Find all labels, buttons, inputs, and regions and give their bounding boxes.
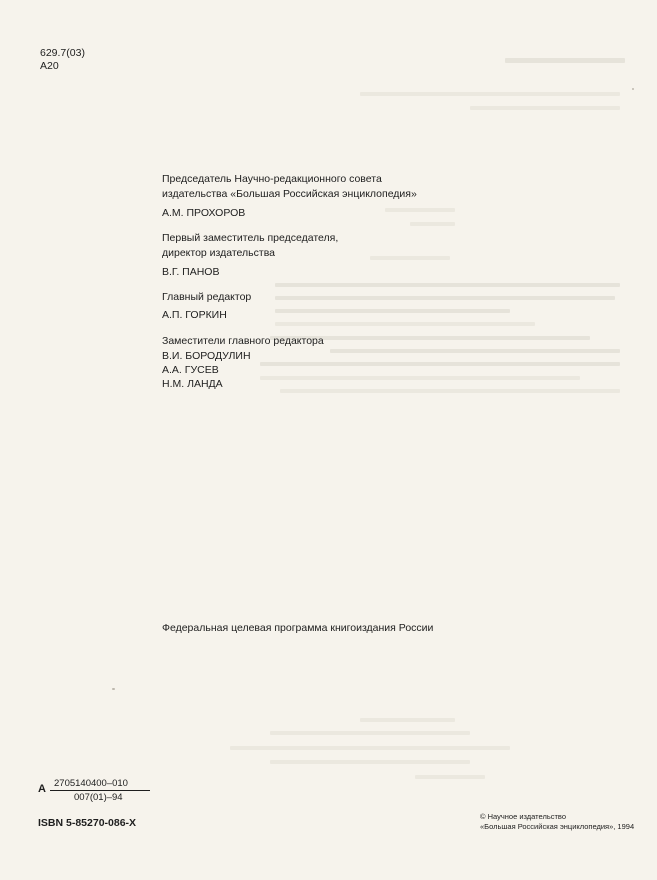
bbk-code: А20 [40,60,59,72]
council-chair-role-line1: Председатель Научно-редакционного совета [162,173,382,185]
index-code-letter: А [38,783,46,795]
first-deputy-role-line2: директор издательства [162,247,275,259]
council-chair-name: А.М. ПРОХОРОВ [162,207,246,219]
program-note: Федеральная целевая программа книгоиздания России [162,622,434,634]
chief-editor-name: А.П. ГОРКИН [162,309,227,321]
first-deputy-name: В.Г. ПАНОВ [162,266,220,278]
udc-code: 629.7(03) [40,47,85,59]
index-code-denominator: 007(01)–94 [74,792,123,803]
copyright-line2: «Большая Российская энциклопедия», 1994 [480,822,635,831]
deputy-editors-role: Заместители главного редактора [162,335,324,347]
isbn: ISBN 5-85270-086-X [38,817,137,829]
first-deputy-role-line1: Первый заместитель председателя, [162,232,339,244]
council-chair-role-line2: издательства «Большая Российская энциклопедия» [162,188,417,200]
index-code-numerator: 2705140400–010 [54,778,128,789]
deputy-editor-name: Н.М. ЛАНДА [162,378,223,390]
deputy-editor-name: В.И. БОРОДУЛИН [162,350,251,362]
chief-editor-role: Главный редактор [162,291,252,303]
copyright-line1: © Научное издательство [480,812,566,821]
deputy-editor-name: А.А. ГУСЕВ [162,364,219,376]
